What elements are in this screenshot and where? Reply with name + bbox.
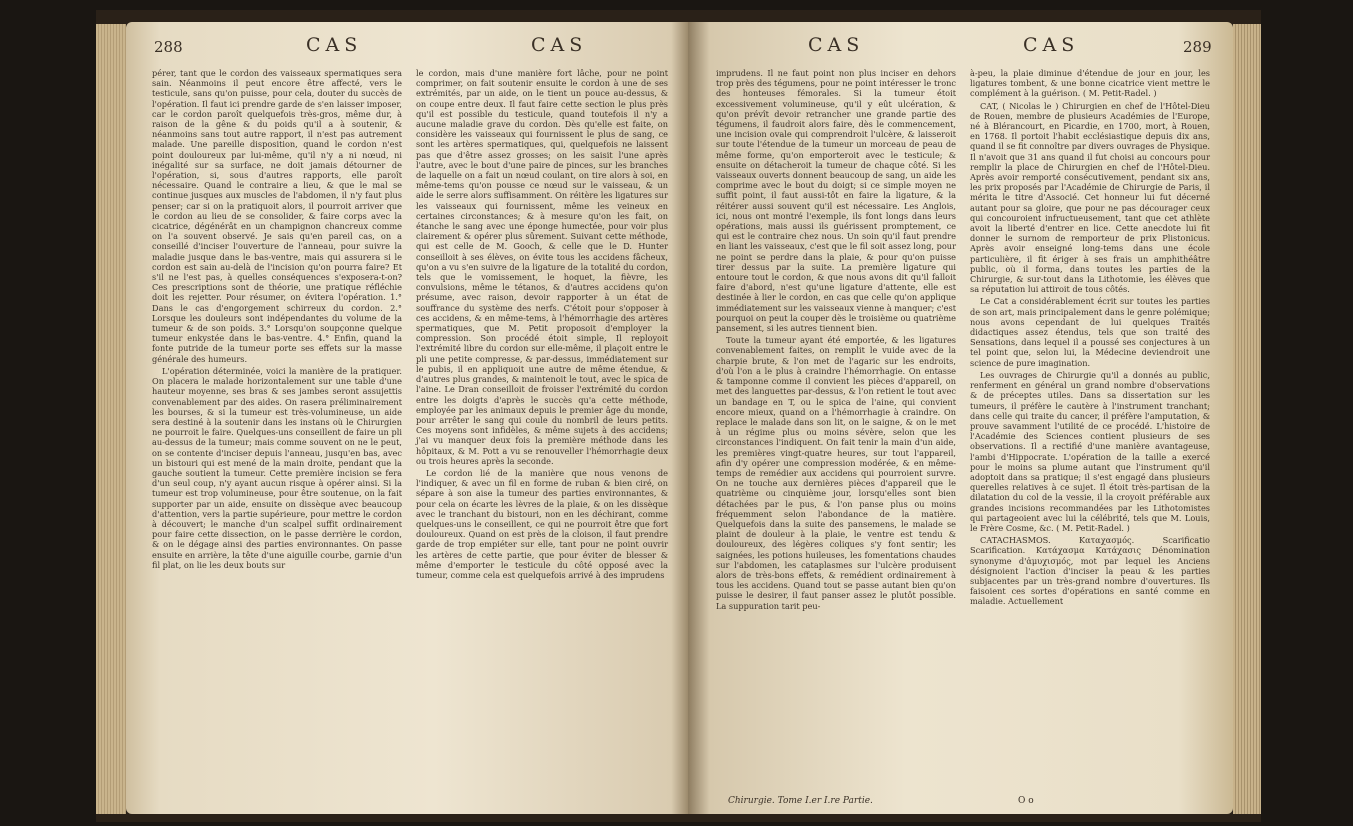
running-head-right-col2: CAS [1023, 34, 1080, 56]
page-number-left: 288 [154, 38, 183, 56]
paragraph: Toute la tumeur ayant été emportée, & les ligatures convenablement faites, on remplit le vuide avec de la charpie brute, & l'on met de l'agaric sur les endroits, d'où l'on a le plus à craindre l'hémorrhagie. On entasse & tamponne comme il convient les pièces d'appareil, on met des languettes par-dessus, & l'on retient le tout avec un bandage en T, ou le spica de l'aine, qui convient encore mieux, quand on a l'hémorrhagie à craindre. On replace le malade dans son lit, on le saigne, & on le met à un régime plus ou moins sévère, selon que les circonstances l'indiquent. On fait tenir la main d'un aide, les premières vingt-quatre heures, sur tout l'appareil, afin d'y opérer une compression modérée, & en même-temps de remédier aux accidens qui pourroient survre. On ne touche aux dernières pièces d'appareil que le quatrième ou cinquième jour, lorsqu'elles sont bien détachées par le pus, & l'on panse plus ou moins fréquemment selon l'abondance de la matière. Quelquefois dans la suite des pansemens, le malade se plaint de douleur à la plaie, le ventre est tendu & douloureux, des légères coliques s'y font sentir; les saignées, les potions huileuses, les fomentations chaudes sur l'abdomen, les cataplasmes sur l'ulcère produisent alors de très-bons effets, & remédient ordinairement à tous les accidens. Quand tout se passe autant bien qu'on puisse le desirer, il faut panser assez le plutôt possible. La suppuration tarit peu- [716, 335, 956, 611]
entry-paragraph: CAT, ( Nicolas le ) Chirurgien en chef de l'Hôtel-Dieu de Rouen, membre de plusieurs Académies de l'Europe, né à Blérancourt, en Picardie, en 1700, mort, à Rouen, en 1768. Il portoit l'habit ecclésiastique depuis dix ans, quand il se fit connoître par divers ouvrages de Physique. Il n'avoit que 31 ans quand il fut choisi au concours pour remplir la place de Chirurgien en chef de l'Hôtel-Dieu. Après avoir remporté consécutivement, pendant six ans, les prix proposés par l'Académie de Chirurgie de Paris, il mérita le titre d'Associé. Cet honneur lui fut décerné autant pour sa gloire, que pour ne pas décourager ceux qui concouroient infructueusement, tant que cet athlète avoit la liberté d'entrer en lice. Cette anecdote lui fit donner le surnom de remporteur de prix Plistonicus. Après avoir enseigné long-tems dans une école particulière, il fit ériger à ses frais un amphithéâtre public, où il forma, dans toutes les parties de la Chirurgie, & sur-tout dans la Lithotomie, les élèves que sa réputation lui attiroit de tous côtés. [970, 100, 1210, 295]
left-page-column-1 [152, 68, 402, 572]
left-page-column-2 [416, 68, 668, 582]
paragraph: Le cordon lié de la manière que nous venons de l'indiquer, & avec un fil en forme de ruban & bien ciré, on sépare à son aise la tumeur des parties environnantes, & pour cela on écarte les lèvres de la plaie, & on les dissèque avec le tranchant du bistouri, non en les déchirant, comme quelques-uns le conseillent, ce qui ne pourroit être que fort douloureux. Quand on est près de la cloison, il faut prendre garde de trop empiéter sur elle, tant pour ne point ouvrir les artères de cette partie, que pour éviter de blesser & même d'emporter le testicule du côté opposé avec la tumeur, comme cela est quelquefois arrivé à des imprudens [416, 467, 668, 580]
right-page [688, 22, 1233, 814]
running-head-right-col1: CAS [808, 34, 865, 56]
open-book [96, 10, 1261, 822]
left-page [126, 22, 688, 814]
paragraph: pérer, tant que le cordon des vaisseaux spermatiques sera sain. Néanmoins il peut encore être affecté, vers le testicule, sans qu'on puisse, pour cela, douter du succès de l'opération. Il faut ici prendre garde de s'en laisser imposer, car le cordon paroît quelquefois très-gros, même dur, à raison de la gêne & du poids qu'il a à soutenir, & néanmoins sans tout autre rapport, il n'est pas autrement malade. Une pareille disposition, quand le cordon n'est point douloureux par lui-même, qu'il n'y a ni nœud, ni inégalité sur sa surface, ne doit jamais détourner de l'opération, si, sous d'autres rapports, elle paroît nécessaire. Quand le contraire a lieu, & que le mal se continue jusques aux muscles de l'abdomen, il n'y faut plus penser; car si on la pratiquoit alors, il pourroit arriver que le cordon au lieu de se consolider, & faire corps avec la cicatrice, dégénérât en un champignon chancreux comme on l'a souvent observé. Je sais qu'en pareil cas, on a conseillé d'inciser l'ouverture de l'anneau, pour suivre la maladie jusque dans le bas-ventre, mais qui assurera si le cordon est sain au-delà de l'incision qu'on pourra faire? Et s'il ne l'est pas, à quelles conséquences s'exposera-t-on? Ces prescriptions sont de théorie, une pratique réfléchie doit les rejetter. Pour résumer, on évitera l'opération. 1.° Dans le cas d'engorgement schirreux du cordon. 2.° Lorsque les douleurs sont indépendantes du volume de la tumeur & de son poids. 3.° Lorsqu'on soupçonne quelque tumeur enkystée dans le bas-ventre. 4.° Enfin, quand la fonte putride de la tumeur porte ses effets sur la masse générale des humeurs. [152, 68, 402, 364]
paragraph: imprudens. Il ne faut point non plus inciser en dehors trop près des tégumens, pour ne point intéresser le tronc des honteuses fémorales. Si la tumeur étoit excessivement volumineuse, qu'il y eût ulcération, & qu'on prévît devoir retrancher une grande partie des tégumens, il faudroit alors faire, dès le commencement, une incision ovale qui comprendroit l'ulcère, & laisseroit sur toute l'étendue de la tumeur un morceau de peau de même forme, qu'on emporteroit avec le testicule; & ensuite on détacheroit la tumeur de chaque côté. Si les vaisseaux ouverts donnent beaucoup de sang, un aide les comprime avec le bout du doigt; si ce simple moyen ne suffit point, il faut aussi-tôt en faire la ligature, & la réitérer aussi souvent qu'il est nécessaire. Les Anglois, ici, nous ont montré l'exemple, ils font longs dans leurs opérations, mais aussi ils guérissent promptement, ce qui est le contraire chez nous. Un soin qu'il faut prendre en liant les vaisseaux, c'est que le fil soit assez long, pour ne point se perdre dans la plaie, & pour qu'on puisse tirer dessus par la suite. La première ligature qui entoure tout le cordon, & que nous avons dit qu'il falloit faire d'abord, n'est qu'une ligature d'attente, elle est destinée à lier le cordon, en cas que celle qu'on applique immédiatement sur les vaisseaux vienne à manquer; c'est pourquoi on peut la couper dès le troisième ou quatrième pansement, si les autres tiennent bien. [716, 68, 956, 334]
page-edges-left [96, 24, 126, 814]
paragraph: L'opération déterminée, voici la manière de la pratiquer. On placera le malade horizontalement sur une table d'une hauteur moyenne, ses bras & ses jambes seront assujettis convenablement par des aides. On rasera préliminairement les bourses, & si la tumeur est très-volumineuse, un aide sera destiné à la soutenir dans les instans où le Chirurgien ne pourroit le faire. Quelques-uns conseillent de faire un pli au-dessus de la tumeur; mais comme souvent on ne le peut, on se contente d'inciser depuis l'anneau, jusqu'en bas, avec un bistouri qui est mené de la main droite, pendant que la gauche soutient la tumeur. Cette première incision se fera d'un seul coup, n'y ayant aucun risque à opérer ainsi. Si la tumeur est trop volumineuse, pour être soutenue, on la fait supporter par un aide, ensuite on dissèque avec beaucoup d'attention, vers la partie supérieure, pour mettre le cordon à découvert; le manche d'un scalpel suffit ordinairement pour faire cette dissection, on le passe derrière le cordon, & on le dégage ainsi des parties environnantes. On passe ensuite en arrière, la tête d'une aiguille courbe, garnie d'un fil plat, on lie les deux bouts sur [152, 365, 402, 570]
page-footer: Chirurgie. Tome I.er I.re Partie. [728, 796, 873, 806]
page-edges-right [1233, 24, 1261, 814]
signature-mark: O o [1018, 796, 1034, 806]
right-page-column-1 [716, 68, 956, 613]
running-head-left-col1: CAS [306, 34, 363, 56]
right-page-column-2 [970, 68, 1210, 609]
paragraph: le cordon, mais d'une manière fort lâche, pour ne point comprimer, on fait soutenir ensuite le cordon à une de ses extrémités, par un aide, on le tient un pouce au-dessus, & on coupe entre deux. Il faut faire cette section le plus près qu'il est possible du testicule, quand toutefois il n'y a aucune maladie grave du cordon. Dès qu'elle est faite, on considère les vaisseaux qui fournissent le plus de sang, ce sont les artères spermatiques, qui, quelquefois ne laissent pas que d'être assez grosses; on les saisit l'une après l'autre, avec le bout d'une paire de pinces, sur les branches de laquelle on a fait un nœud coulant, on tire alors à soi, en même-tems qu'on pousse ce nœud sur le vaisseau, & un aide le serre alors suffisamment. On réitère les ligatures sur les vaisseaux qui fournissent, même les veineux en certaines circonstances; & à mesure qu'on les fait, on étanche le sang avec une éponge humectée, pour voir plus clairement & opérer plus sûrement. Suivant cette méthode, qui est celle de M. Gooch, & celle que le D. Hunter conseilloit à ses élèves, on évite tous les accidens fâcheux, qu'on a vu s'en suivre de la ligature de la totalité du cordon, tels que le vomissement, le hoquet, la fièvre, les convulsions, même le tétanos, & d'autres accidens qu'on présume, avec raison, devoir rapporter à un état de souffrance du système des nerfs. C'étoit pour s'opposer à ces accidens, & en même-tems, à l'hémorrhagie des artères spermatiques, que M. Petit proposoit d'employer la compression. Son procédé étoit simple, Il reployoit l'extrémité libre du cordon sur elle-même, il plaçoit entre le pli une petite compresse, & par-dessus, immédiatement sur le pubis, il en appliquoit une autre de même étendue, & d'autres plus grandes, & maintenoit le tout, avec le spica de l'aine. Le Dran conseilloit de froisser l'extrémité du cordon entre les doigts d'après le succès qu'a cette méthode, employée par les animaux depuis le premier âge du monde, pour arrêter le sang qui coule du nombril de leurs petits. Ces moyens sont infidèles, & même sujets à des accidens; j'ai vu manquer deux fois la première méthode dans les hôpitaux, & M. Pott a vu se renouveller l'hémorrhagie deux ou trois heures après la seconde. [416, 68, 668, 466]
paragraph: Les ouvrages de Chirurgie qu'il a donnés au public, renferment en général un grand nombre d'observations & de préceptes utiles. Dans sa dissertation sur les tumeurs, il préfère le cautère à l'instrument tranchant; dans celle qui traite du cancer, il préfère l'amputation, & prouve savamment l'utilité de ce procédé. L'histoire de l'Académie des Sciences contient plusieurs de ses observations. Il a rectifié d'une manière avantageuse, l'ambi d'Hippocrate. L'opération de la taille a exercé pour le moins sa plume autant que l'instrument qu'il adoptoit dans sa pratique; il s'est engagé dans plusieurs querelles relatives à ce sujet. Il étoit très-partisan de la dilatation du col de la vessie, il la croyoit préférable aux grandes incisions recommandées par les Lithotomistes qui partageoient avec lui la célébrité, tels que M. Louis, le Frère Cosme, &c. ( M. Petit-Radel. ) [970, 369, 1210, 533]
paragraph: à-peu, la plaie diminue d'étendue de jour en jour, les ligatures tombent, & une bonne cicatrice vient mettre le complément à la guérison. ( M. Petit-Radel. ) [970, 68, 1210, 99]
running-head-left-col2: CAS [531, 34, 588, 56]
paragraph: Le Cat a considérablement écrit sur toutes les parties de son art, mais principalement dans le genre polémique; nous avons cependant de lui quelques Traités didactiques assez étendus, tels que son traité des Sensations, dans lequel il a poussé ses conjectures à un tel point que, selon lui, la Médecine deviendroit une science de pure imagination. [970, 296, 1210, 368]
page-number-right: 289 [1183, 38, 1212, 56]
entry-paragraph: CATACHASMOS. Καταχασμός. Scarificatio Scarification. Κατάχασμα Κατάχασις Dénomination synonyme d'ἀμυχισμός, mot par lequel les Anciens désignoient l'action d'inciser la peau & les parties subjacentes par un très-grand nombre d'ouvertures. Ils faisoient ces sortes d'opérations en santé comme en maladie. Actuellement [970, 535, 1210, 607]
